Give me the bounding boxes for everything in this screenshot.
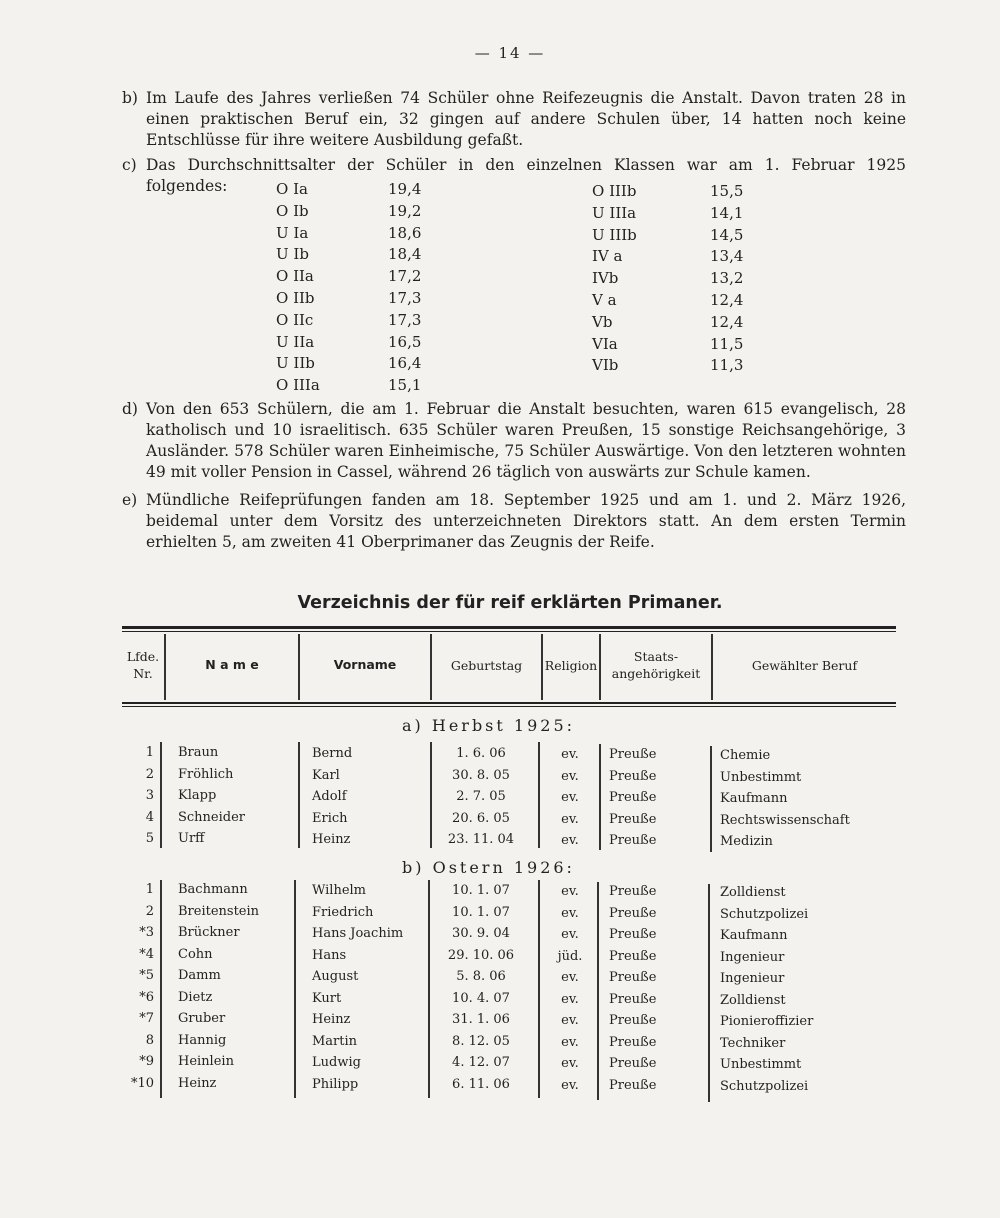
paragraph-text: Das Durchschnittsalter der Schüler in den einzelnen Klassen war am 1. Februar 1925 folgendes:	[146, 156, 906, 195]
cell-religion: ev.	[561, 790, 579, 805]
cell-beruf: Rechtswissenschaft	[720, 812, 850, 828]
row-col-divider	[599, 744, 601, 850]
cell-vorname: Wilhelm	[312, 883, 366, 898]
cell-staatsangehoerigkeit: Preuße	[609, 1034, 657, 1050]
cell-staatsangehoerigkeit: Preuße	[609, 790, 657, 805]
cell-staatsangehoerigkeit: Preuße	[609, 884, 657, 899]
class-age-row	[592, 356, 752, 376]
class-average-age: 18,6	[388, 223, 422, 242]
col-header-vorname: Vorname	[333, 657, 397, 672]
cell-staatsangehoerigkeit: Preuße	[609, 927, 657, 942]
cell-staatsangehoerigkeit: Preuße	[609, 1013, 657, 1028]
cell-staatsangehoerigkeit: Preuße	[609, 1077, 657, 1093]
cell-religion: jüd.	[557, 948, 583, 964]
cell-beruf: Kaufmann	[720, 928, 788, 943]
row-col-divider	[597, 882, 599, 1100]
table-row	[0, 745, 1000, 767]
section-title-herbst: a) Herbst 1925:	[402, 716, 576, 735]
cell-nr: 2	[145, 766, 154, 782]
cell-beruf: Schutzpolizei	[720, 1078, 809, 1094]
class-average-age: 15,5	[710, 182, 744, 200]
table-top-rule	[122, 626, 896, 629]
class-average-age: 15,1	[388, 376, 422, 395]
cell-name: Brückner	[178, 925, 240, 940]
cell-name: Urff	[178, 831, 205, 846]
paragraph-text: Von den 653 Schülern, die am 1. Februar die Anstalt besuchten, waren 615 evangelisch, 28 katholisch und 10 israelitisch. 635 Schüler waren Preußen, 15 sonstige Reichsangehörige, 3 Ausländer. 578 Schüler waren Einheimische, 75 Schüler Auswärtige. Von den letzteren wohnten 49 mit voller Pension in Cassel, während 26 täglich von auswärts zur Schule kamen.	[146, 400, 906, 481]
cell-nr: 8	[145, 1032, 154, 1048]
cell-beruf: Techniker	[720, 1035, 786, 1051]
paragraph-c	[122, 155, 906, 197]
cell-beruf: Kaufmann	[720, 791, 788, 806]
cell-vorname: Erich	[312, 810, 348, 826]
col-header-staat-line1: Staats-	[633, 649, 679, 664]
cell-nr: *5	[139, 968, 154, 983]
cell-geburtstag: 10. 1. 07	[452, 904, 510, 920]
class-name: IVb	[592, 269, 619, 288]
cell-geburtstag: 10. 4. 07	[452, 990, 510, 1006]
class-name: Vb	[592, 312, 613, 331]
paragraph-e	[122, 490, 906, 553]
cell-nr: *9	[139, 1054, 154, 1069]
class-age-row	[276, 224, 436, 244]
cell-vorname: Martin	[312, 1033, 358, 1049]
class-age-row	[276, 202, 436, 222]
cell-name: Klapp	[178, 788, 217, 803]
cell-vorname: Hans	[312, 947, 347, 963]
row-col-divider	[294, 880, 296, 1098]
cell-nr: 1	[145, 882, 154, 897]
table-row	[0, 767, 1000, 789]
cell-beruf: Zolldienst	[720, 992, 786, 1008]
row-col-divider	[538, 880, 540, 1098]
class-name: O Ia	[276, 180, 308, 198]
cell-geburtstag: 6. 11. 06	[452, 1076, 510, 1092]
table-row	[0, 968, 1000, 990]
class-name: U Ib	[276, 245, 309, 264]
cell-name: Damm	[178, 968, 221, 983]
table-heading: Verzeichnis der für reif erklärten Primaner.	[297, 593, 723, 613]
class-age-row	[276, 180, 436, 200]
table-row	[0, 925, 1000, 947]
row-col-divider	[160, 880, 162, 1098]
cell-nr: 5	[145, 831, 154, 846]
cell-name: Dietz	[178, 989, 213, 1005]
page-number: — 14 —	[474, 44, 546, 62]
table-row	[0, 1054, 1000, 1076]
class-age-row	[592, 247, 752, 267]
cell-nr: *10	[130, 1075, 154, 1091]
class-age-row	[276, 376, 436, 396]
class-age-row	[276, 333, 436, 353]
class-name: O IIIb	[592, 182, 637, 200]
cell-vorname: August	[312, 969, 359, 984]
cell-vorname: Friedrich	[312, 904, 374, 920]
table-row	[0, 904, 1000, 926]
class-age-row	[592, 291, 752, 311]
cell-staatsangehoerigkeit: Preuße	[609, 1056, 657, 1071]
cell-beruf: Medizin	[720, 834, 773, 849]
class-average-age: 19,2	[388, 201, 422, 220]
table-row	[0, 882, 1000, 904]
cell-staatsangehoerigkeit: Preuße	[609, 905, 657, 921]
cell-name: Bachmann	[178, 882, 248, 897]
cell-nr: *7	[139, 1011, 154, 1026]
cell-name: Fröhlich	[178, 766, 234, 782]
cell-nr: 1	[145, 745, 154, 760]
class-age-row	[276, 289, 436, 309]
class-age-row	[592, 204, 752, 224]
cell-religion: ev.	[561, 833, 579, 848]
cell-vorname: Hans Joachim	[312, 926, 404, 941]
class-age-row	[592, 335, 752, 355]
class-name: U IIIb	[592, 225, 637, 244]
table-row	[0, 947, 1000, 969]
class-age-row	[276, 245, 436, 265]
cell-beruf: Unbestimmt	[720, 1057, 802, 1072]
col-header-geburtstag: Geburtstag	[450, 658, 523, 673]
cell-religion: ev.	[561, 970, 579, 985]
cell-geburtstag: 20. 6. 05	[452, 810, 510, 826]
col-header-staat	[601, 648, 711, 682]
row-col-divider	[538, 742, 540, 848]
class-age-row	[592, 313, 752, 333]
class-average-age: 12,4	[710, 291, 744, 309]
cell-vorname: Bernd	[312, 746, 353, 761]
cell-geburtstag: 30. 9. 04	[452, 926, 510, 941]
col-header-beruf: Gewählter Beruf	[751, 658, 858, 673]
cell-religion: ev.	[561, 1034, 579, 1050]
col-header-religion: Religion	[544, 658, 598, 673]
cell-beruf: Ingenieur	[720, 949, 785, 965]
class-average-age: 12,4	[710, 312, 744, 331]
paragraph-b	[122, 88, 906, 151]
cell-religion: ev.	[561, 811, 579, 827]
cell-geburtstag: 31. 1. 06	[452, 1012, 510, 1027]
cell-name: Hannig	[178, 1032, 227, 1048]
cell-geburtstag: 5. 8. 06	[456, 969, 506, 984]
paragraph-d	[122, 399, 906, 483]
cell-name: Gruber	[178, 1011, 226, 1026]
class-average-age: 13,2	[710, 269, 744, 288]
cell-name: Cohn	[178, 946, 213, 962]
cell-nr: *3	[139, 925, 154, 940]
cell-geburtstag: 30. 8. 05	[452, 767, 510, 783]
cell-beruf: Unbestimmt	[720, 769, 802, 785]
row-col-divider	[298, 742, 300, 848]
cell-religion: ev.	[561, 1056, 579, 1071]
class-average-age: 17,3	[388, 289, 422, 307]
section-title-ostern: b) Ostern 1926:	[402, 858, 575, 877]
row-col-divider	[428, 880, 430, 1098]
cell-staatsangehoerigkeit: Preuße	[609, 811, 657, 827]
cell-beruf: Schutzpolizei	[720, 906, 809, 922]
class-average-age: 18,4	[388, 245, 422, 264]
table-row	[0, 831, 1000, 853]
cell-vorname: Adolf	[312, 789, 347, 804]
paragraph-label: c)	[122, 156, 137, 174]
col-header-staat-line2: angehörigkeit	[611, 666, 701, 681]
cell-name: Breitenstein	[178, 903, 260, 919]
cell-beruf: Zolldienst	[720, 885, 786, 900]
table-top-rule-thin	[122, 631, 896, 632]
cell-religion: ev.	[561, 747, 579, 762]
cell-nr: *4	[139, 946, 154, 962]
cell-staatsangehoerigkeit: Preuße	[609, 747, 657, 762]
cell-geburtstag: 4. 12. 07	[452, 1055, 510, 1070]
class-age-row	[276, 267, 436, 287]
cell-staatsangehoerigkeit: Preuße	[609, 991, 657, 1007]
class-average-age: 14,5	[710, 225, 744, 244]
class-average-age: 16,5	[388, 332, 422, 351]
cell-vorname: Karl	[312, 767, 340, 783]
class-average-age: 13,4	[710, 247, 744, 266]
class-name: O Ib	[276, 201, 309, 220]
class-average-age: 11,3	[710, 356, 744, 375]
paragraph-text: Im Laufe des Jahres verließen 74 Schüler ohne Reifezeugnis die Anstalt. Davon traten 28 in einen praktischen Beruf ein, 32 gingen auf andere Schulen über, 14 hatten noch keine Entschlüsse für ihre weitere Ausbildung gefaßt.	[146, 89, 906, 149]
class-average-age: 16,4	[388, 354, 422, 373]
cell-geburtstag: 8. 12. 05	[452, 1033, 510, 1049]
class-name: O IIa	[276, 267, 314, 286]
row-col-divider	[430, 742, 432, 848]
cell-geburtstag: 10. 1. 07	[452, 883, 510, 898]
col-header-nr-line2: Nr.	[133, 666, 153, 681]
cell-vorname: Heinz	[312, 1012, 351, 1027]
class-age-row	[276, 354, 436, 374]
class-name: O IIc	[276, 310, 314, 329]
class-average-age: 17,3	[388, 310, 422, 329]
cell-religion: ev.	[561, 927, 579, 942]
cell-vorname: Kurt	[312, 990, 342, 1006]
cell-geburtstag: 1. 6. 06	[456, 746, 506, 761]
cell-beruf: Chemie	[720, 748, 771, 763]
class-age-row	[592, 182, 752, 202]
paragraph-text: Mündliche Reifeprüfungen fanden am 18. September 1925 und am 1. und 2. März 1926, beidemal unter dem Vorsitz des unterzeichneten Direktors statt. An dem ersten Termin erhielten 5, am zweiten 41 Oberprimaner das Zeugnis der Reife.	[146, 491, 906, 551]
cell-staatsangehoerigkeit: Preuße	[609, 833, 657, 848]
cell-staatsangehoerigkeit: Preuße	[609, 970, 657, 985]
cell-religion: ev.	[561, 768, 579, 784]
class-average-age: 19,4	[388, 180, 422, 198]
class-average-age: 11,5	[710, 334, 744, 353]
cell-name: Braun	[178, 745, 219, 760]
class-age-row	[592, 269, 752, 289]
class-name: U Ia	[276, 223, 309, 242]
cell-vorname: Philipp	[312, 1076, 359, 1092]
cell-geburtstag: 29. 10. 06	[447, 947, 515, 963]
cell-geburtstag: 2. 7. 05	[456, 789, 506, 804]
cell-name: Heinz	[178, 1075, 217, 1091]
class-name: O IIb	[276, 289, 315, 307]
header-bottom-rule	[122, 702, 896, 704]
class-name: VIa	[592, 334, 618, 353]
class-name: U IIb	[276, 354, 315, 373]
cell-religion: ev.	[561, 1013, 579, 1028]
table-row	[0, 1076, 1000, 1098]
table-row	[0, 810, 1000, 832]
table-row	[0, 1011, 1000, 1033]
cell-name: Heinlein	[178, 1054, 234, 1069]
cell-staatsangehoerigkeit: Preuße	[609, 948, 657, 964]
table-row	[0, 788, 1000, 810]
cell-nr: 3	[145, 788, 154, 803]
class-name: V a	[592, 291, 617, 309]
row-col-divider	[708, 884, 710, 1102]
class-name: VIb	[592, 356, 619, 375]
cell-religion: ev.	[561, 991, 579, 1007]
cell-nr: 4	[145, 809, 154, 825]
header-bottom-rule-thin	[122, 706, 896, 707]
table-row	[0, 1033, 1000, 1055]
row-col-divider	[160, 742, 162, 848]
class-age-row	[592, 226, 752, 246]
cell-vorname: Heinz	[312, 832, 351, 847]
class-name: U IIIa	[592, 203, 637, 222]
class-name: O IIIa	[276, 376, 320, 395]
class-name: IV a	[592, 247, 623, 266]
class-age-row	[276, 311, 436, 331]
cell-religion: ev.	[561, 884, 579, 899]
col-header-nr	[122, 648, 164, 682]
cell-name: Schneider	[178, 809, 246, 825]
col-header-nr-line1: Lfde.	[126, 649, 160, 664]
cell-vorname: Ludwig	[312, 1055, 361, 1070]
cell-religion: ev.	[561, 1077, 579, 1093]
class-average-age: 14,1	[710, 203, 744, 222]
table-row	[0, 990, 1000, 1012]
row-col-divider	[710, 746, 712, 852]
cell-nr: *6	[139, 989, 154, 1005]
paragraph-label: b)	[122, 89, 138, 107]
cell-geburtstag: 23. 11. 04	[447, 832, 515, 847]
cell-staatsangehoerigkeit: Preuße	[609, 768, 657, 784]
cell-nr: 2	[145, 903, 154, 919]
cell-religion: ev.	[561, 905, 579, 921]
paragraph-label: d)	[122, 400, 138, 418]
paragraph-label: e)	[122, 491, 138, 509]
class-average-age: 17,2	[388, 267, 422, 286]
col-header-name: N a m e	[205, 657, 259, 672]
cell-beruf: Pionieroffizier	[720, 1014, 814, 1029]
class-name: U IIa	[276, 332, 315, 351]
cell-beruf: Ingenieur	[720, 971, 785, 986]
